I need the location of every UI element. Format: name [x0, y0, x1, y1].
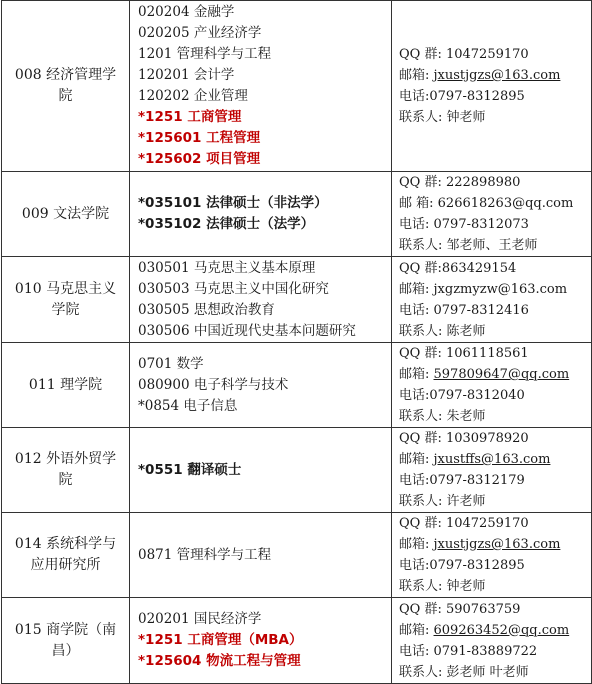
major-item: 020204 金融学 — [138, 4, 235, 20]
contact-person: 联系人: 朱老师 — [399, 409, 486, 424]
majors-cell — [130, 257, 392, 343]
major-item: *125602 项目管理 — [138, 151, 261, 167]
table-row — [2, 1, 592, 172]
table-row — [2, 343, 592, 428]
email-label: 邮箱: — [399, 281, 434, 297]
major-item: *1251 工商管理 — [138, 109, 242, 125]
qq-group: QQ 群: 1047259170 — [399, 516, 529, 531]
email-address[interactable]: 626618263@qq.com — [437, 196, 574, 211]
phone-number: 电话:0797-8312895 — [399, 89, 525, 104]
email-address[interactable]: jxustffs@163.com — [433, 452, 551, 467]
contact-cell — [392, 598, 592, 684]
email-label: 邮箱: — [399, 622, 434, 638]
phone-number: 电话:0797-8312895 — [399, 558, 525, 573]
school-name-cell: 015 商学院（南昌） — [2, 598, 130, 684]
school-name-cell: 010 马克思主义学院 — [2, 257, 130, 343]
phone-number: 电话: 0791-83889722 — [399, 643, 538, 659]
email-line — [399, 620, 591, 641]
email-line — [399, 534, 591, 555]
contact-person: 联系人: 陈老师 — [399, 323, 486, 339]
major-item: *125601 工程管理 — [138, 130, 261, 146]
qq-group: QQ 群: 1061118561 — [399, 346, 529, 361]
major-item: *035101 法律硕士（非法学） — [138, 195, 328, 211]
email-address[interactable]: jxustjgzs@163.com — [433, 537, 561, 552]
qq-group: QQ 群: 1030978920 — [399, 431, 529, 446]
school-name-cell: 012 外语外贸学院 — [2, 428, 130, 513]
school-name-cell: 014 系统科学与应用研究所 — [2, 513, 130, 598]
major-item: 080900 电子科学与技术 — [138, 376, 289, 393]
major-item: 030501 马克思主义基本原理 — [138, 259, 316, 276]
major-item: 120202 企业管理 — [138, 88, 248, 104]
qq-group: QQ 群: 222898980 — [399, 175, 521, 190]
phone-number: 电话: 0797-8312073 — [399, 217, 529, 232]
contact-person: 联系人: 彭老师 叶老师 — [399, 664, 529, 680]
majors-cell — [130, 513, 392, 598]
major-item: *1251 工商管理（MBA） — [138, 632, 303, 648]
contact-person: 联系人: 邹老师、王老师 — [399, 238, 538, 253]
phone-number: 电话: 0797-8312416 — [399, 302, 529, 318]
qq-group: QQ 群: 1047259170 — [399, 47, 529, 62]
major-item: *125604 物流工程与管理 — [138, 653, 301, 669]
major-item: *0854 电子信息 — [138, 397, 238, 414]
majors-cell — [130, 343, 392, 428]
email-line — [399, 193, 591, 214]
qq-group: QQ 群:863429154 — [399, 260, 517, 276]
email-line — [399, 449, 591, 470]
major-item: 020205 产业经济学 — [138, 25, 262, 41]
major-item: *0551 翻译硕士 — [138, 461, 242, 478]
major-item: 0871 管理科学与工程 — [138, 546, 272, 563]
contact-cell — [392, 513, 592, 598]
major-item: 020201 国民经济学 — [138, 611, 262, 627]
majors-cell — [130, 1, 392, 172]
phone-number: 电话:0797-8312040 — [399, 388, 525, 403]
major-item: 1201 管理科学与工程 — [138, 46, 272, 62]
contact-cell — [392, 172, 592, 257]
contact-cell — [392, 428, 592, 513]
contact-person: 联系人: 钟老师 — [399, 110, 486, 125]
major-item: *035102 法律硕士（法学） — [138, 216, 315, 232]
major-item: 030506 中国近现代史基本问题研究 — [138, 322, 356, 339]
email-label: 邮 箱: — [399, 196, 438, 211]
table-row — [2, 172, 592, 257]
table-row — [2, 428, 592, 513]
major-item: 030503 马克思主义中国化研究 — [138, 280, 329, 297]
major-item: 0701 数学 — [138, 355, 204, 372]
contact-person: 联系人: 许老师 — [399, 494, 486, 509]
table-row — [2, 513, 592, 598]
major-item: 030505 思想政治教育 — [138, 301, 275, 318]
contact-cell — [392, 1, 592, 172]
phone-number: 电话:0797-8312179 — [399, 473, 525, 488]
email-label: 邮箱: — [399, 537, 434, 552]
qq-group: QQ 群: 590763759 — [399, 601, 521, 617]
email-address[interactable]: jxustjgzs@163.com — [433, 68, 561, 83]
table-row — [2, 598, 592, 684]
majors-cell — [130, 172, 392, 257]
school-name-cell: 011 理学院 — [2, 343, 130, 428]
contact-cell — [392, 257, 592, 343]
email-line — [399, 65, 591, 86]
contact-person: 联系人: 钟老师 — [399, 579, 486, 594]
email-line — [399, 364, 591, 385]
email-label: 邮箱: — [399, 68, 434, 83]
email-address[interactable]: 609263452@qq.com — [433, 622, 570, 638]
contact-cell — [392, 343, 592, 428]
email-line — [399, 279, 591, 300]
email-label: 邮箱: — [399, 452, 434, 467]
majors-cell — [130, 598, 392, 684]
admissions-table — [1, 0, 592, 684]
majors-cell — [130, 428, 392, 513]
email-address[interactable]: 597809647@qq.com — [433, 367, 570, 382]
school-name-cell: 008 经济管理学院 — [2, 1, 130, 172]
school-name-cell: 009 文法学院 — [2, 172, 130, 257]
email-label: 邮箱: — [399, 367, 434, 382]
email-address[interactable]: jxgzmyzw@163.com — [433, 281, 568, 297]
table-row — [2, 257, 592, 343]
major-item: 120201 会计学 — [138, 67, 235, 83]
